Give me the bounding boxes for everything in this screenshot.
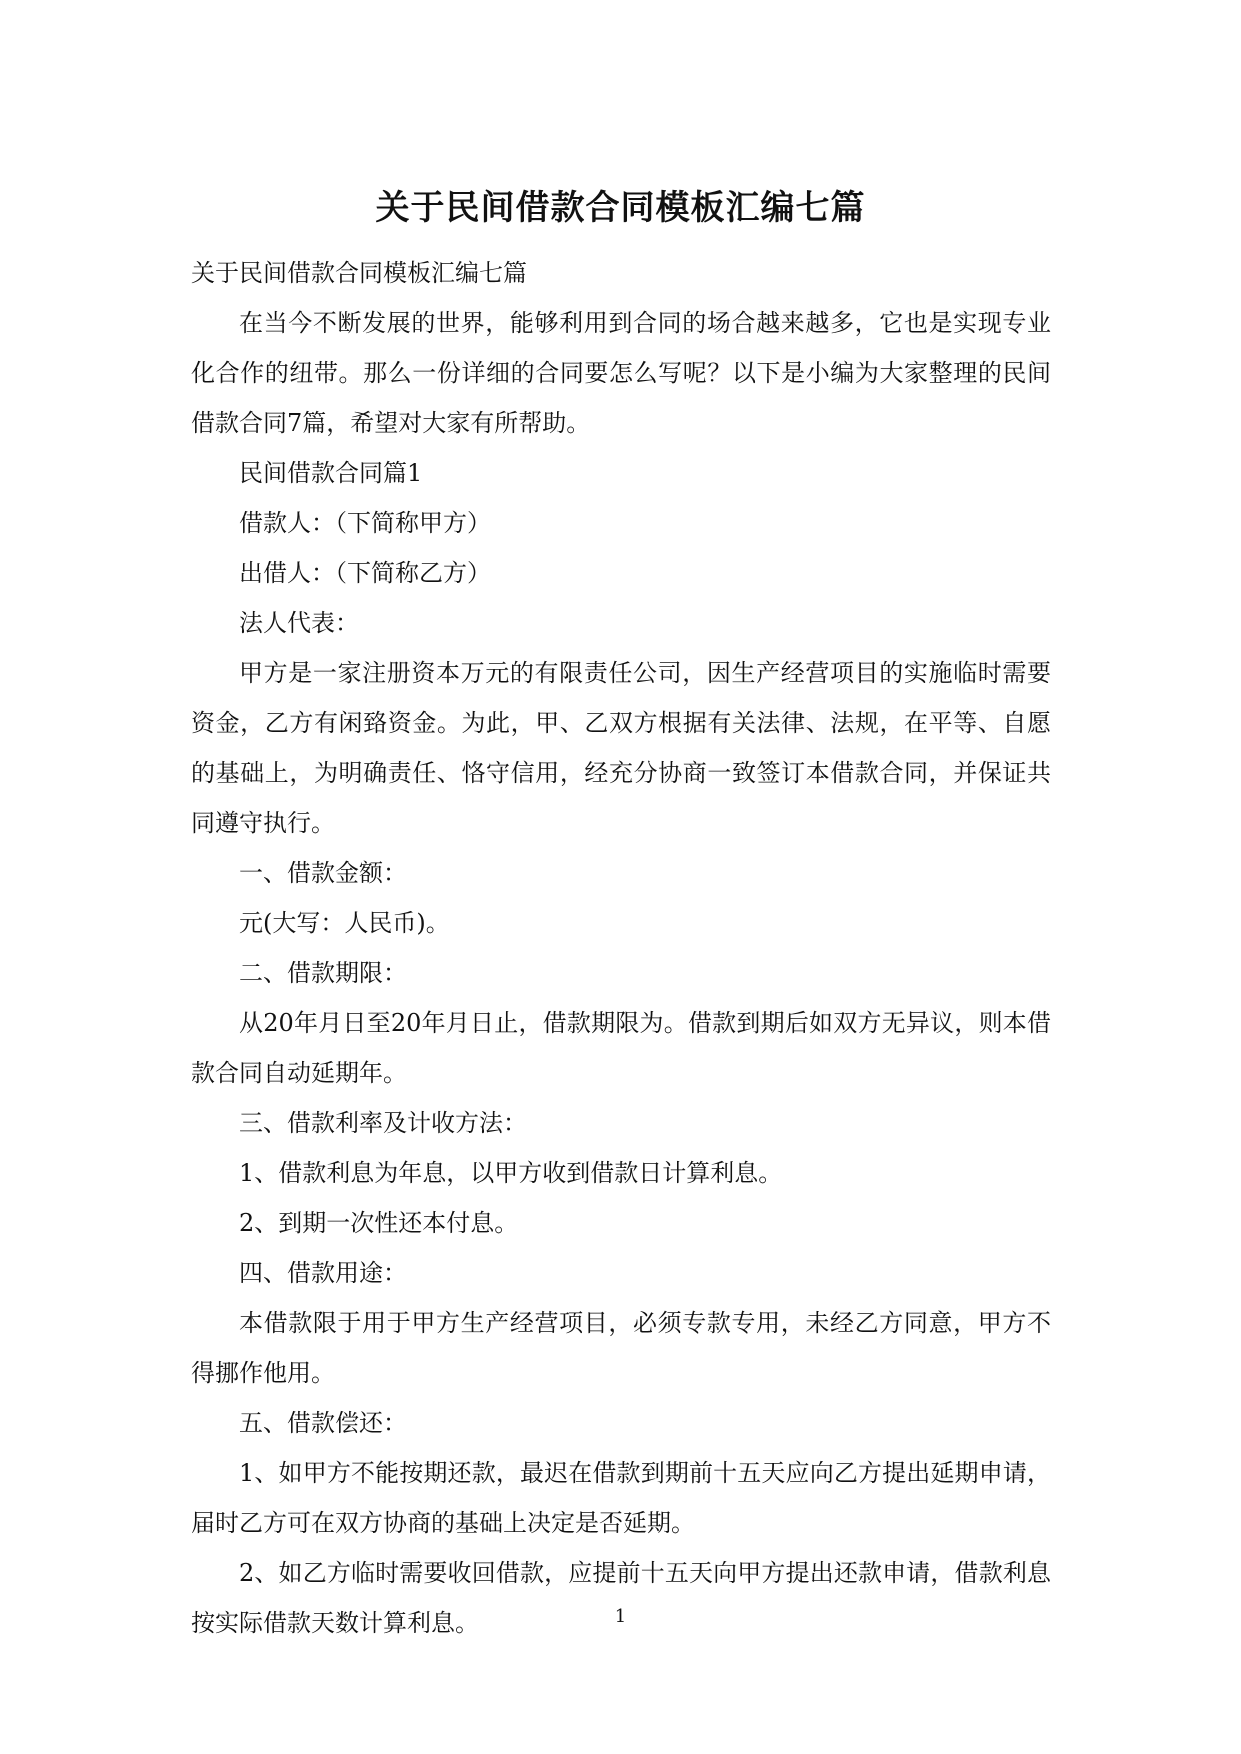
section-heading-term: 二、借款期限： — [239, 959, 407, 987]
repayment-item-1: 1、如甲方不能按期还款，最迟在借款到期前十五天应向乙方提出延期申请，届时乙方可在双方协商的基础上决定是否延期。 — [191, 1459, 1051, 1537]
page-number: 1 — [614, 1606, 627, 1627]
document-subtitle: 关于民间借款合同模板汇编七篇 — [191, 259, 527, 287]
legal-representative-line: 法人代表： — [239, 609, 359, 637]
repayment-item-2: 2、如乙方临时需要收回借款，应提前十五天向甲方提出还款申请，借款利息按实际借款天数计算利息。 — [191, 1559, 1051, 1637]
intro-paragraph: 在当今不断发展的世界，能够利用到合同的场合越来越多，它也是实现专业化合作的纽带。那么一份详细的合同要怎么写呢？以下是小编为大家整理的民间借款合同7篇，希望对大家有所帮助。 — [191, 309, 1051, 437]
section-heading-amount: 一、借款金额： — [239, 859, 407, 887]
lender-line: 出借人：（下简称乙方） — [239, 559, 491, 587]
borrower-line: 借款人：（下简称甲方） — [239, 509, 491, 537]
interest-item-2: 2、到期一次性还本付息。 — [239, 1209, 519, 1237]
interest-item-1: 1、借款利息为年息，以甲方收到借款日计算利息。 — [239, 1159, 783, 1187]
amount-line: 元(大写：人民币)。 — [239, 909, 450, 937]
section-heading-interest: 三、借款利率及计收方法： — [239, 1109, 527, 1137]
term-paragraph: 从20年月日至20年月日止，借款期限为。借款到期后如双方无异议，则本借款合同自动延期年。 — [191, 1009, 1051, 1087]
document-body — [191, 248, 1051, 1648]
document-title: 关于民间借款合同模板汇编七篇 — [375, 188, 866, 228]
purpose-paragraph: 本借款限于用于甲方生产经营项目，必须专款专用，未经乙方同意，甲方不得挪作他用。 — [191, 1309, 1051, 1387]
section-heading-purpose: 四、借款用途： — [239, 1259, 407, 1287]
section-heading-repayment: 五、借款偿还： — [239, 1409, 407, 1437]
contract-heading: 民间借款合同篇1 — [239, 459, 423, 487]
preamble-paragraph: 甲方是一家注册资本万元的有限责任公司，因生产经营项目的实施临时需要资金，乙方有闲臵资金。为此，甲、乙双方根据有关法律、法规，在平等、自愿的基础上，为明确责任、恪守信用，经充分协商一致签订本借款合同，并保证共同遵守执行。 — [191, 659, 1051, 837]
